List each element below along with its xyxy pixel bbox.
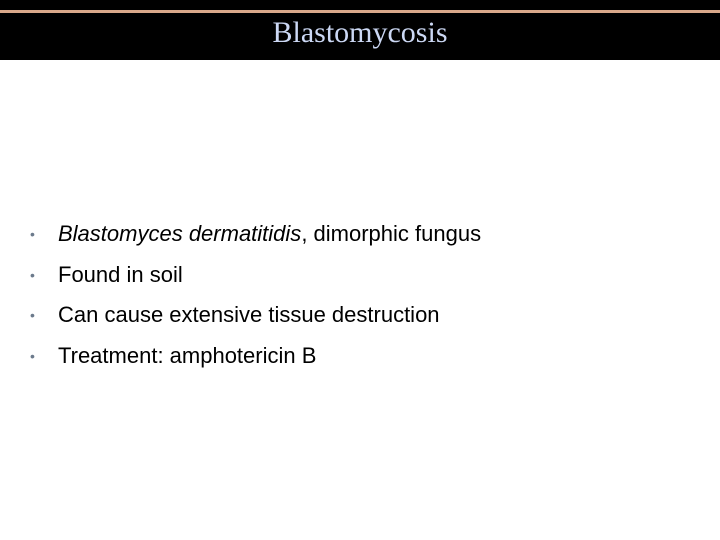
- bullet-text: Can cause extensive tissue destruction: [58, 302, 440, 328]
- bullet-item: [30, 214, 700, 255]
- bullet-text: [58, 221, 481, 247]
- bullet-item: [30, 255, 700, 296]
- bullet-marker: •: [30, 347, 35, 364]
- bullet-italic-text: Blastomyces dermatitidis: [58, 221, 302, 247]
- bullet-item: [30, 336, 700, 377]
- bullet-list: [30, 214, 700, 376]
- slide-title: Blastomycosis: [272, 16, 448, 49]
- bullet-marker: •: [30, 226, 35, 243]
- bullet-marker: •: [30, 307, 35, 324]
- bullet-text: Found in soil: [58, 261, 183, 287]
- bullet-plain-text: , dimorphic fungus: [301, 221, 482, 247]
- bullet-item: [30, 295, 700, 336]
- bullet-text: Treatment: amphotericin B: [58, 342, 317, 368]
- title-bar: [0, 0, 720, 60]
- bullet-marker: •: [30, 266, 35, 283]
